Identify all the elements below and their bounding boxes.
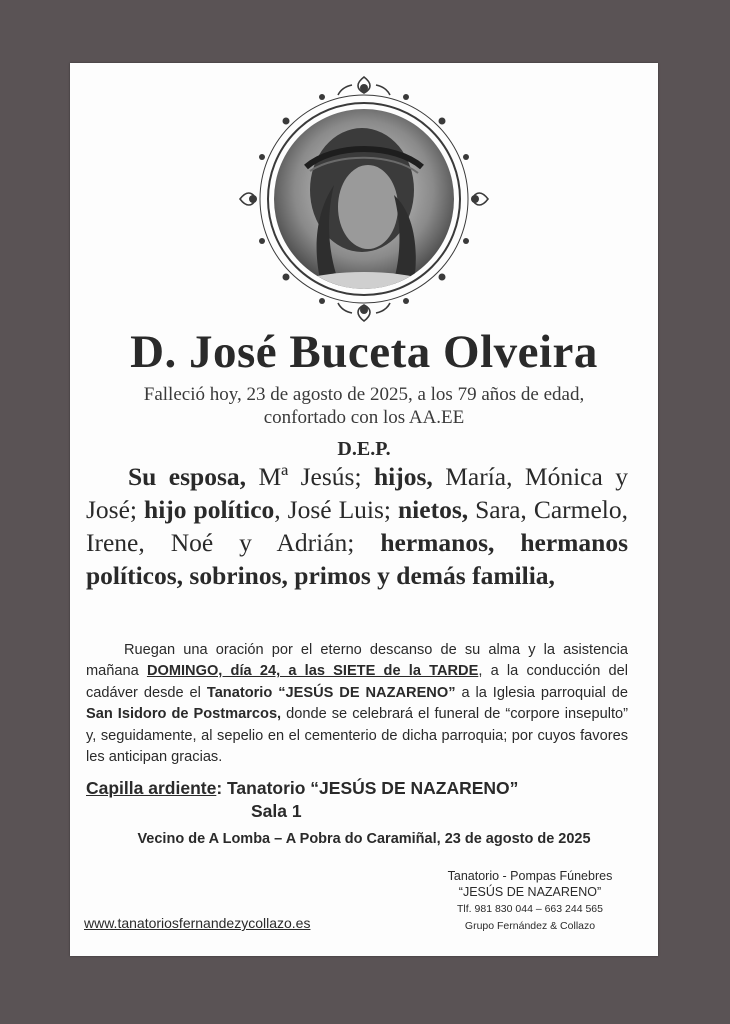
neighbor-line: Vecino de A Lomba – A Pobra do Caramiñal, 23 de agosto de 2025	[137, 831, 591, 847]
family-children-names: María, Mónica y José;	[86, 462, 629, 524]
comfort-line: confortado con los AA.EE	[263, 407, 465, 428]
request-funeral-home: Tanatorio “JESÚS DE NAZARENO”	[206, 684, 456, 701]
request-text-4: donde se celebrará el funeral de “corpore insepulto” y, seguidamente, al sepelio en el cementerio de dicha parroquia; por cuyos favores les anticipan gracias.	[86, 706, 628, 766]
request-text-1: Ruegan una oración por el eterno descanso de su alma y la asistencia mañana	[86, 642, 628, 680]
funeral-home-group: Grupo Fernández & Collazo	[464, 920, 596, 932]
funeral-home-line1: Tanatorio - Pompas Fúnebres	[447, 869, 613, 883]
christ-portrait-image	[234, 75, 494, 325]
request-paragraph	[86, 640, 628, 768]
request-text-2: , a la conducción del cadáver desde el	[86, 663, 629, 701]
family-others: hermanos, hermanos políticos, sobrinos, primos y demás familia,	[86, 528, 628, 590]
family-spouse-label: Su esposa,	[128, 462, 247, 491]
obituary-paper	[70, 63, 658, 956]
chapel-value: : Tanatorio “JESÚS DE NAZARENO”	[216, 778, 519, 798]
death-line: Falleció hoy, 23 de agosto de 2025, a los 79 años de edad,	[143, 384, 585, 405]
dep-heading: D.E.P.	[337, 438, 391, 460]
funeral-home-phone: Tlf. 981 830 044 – 663 244 565	[457, 903, 603, 915]
request-text-3: a la Iglesia parroquial de	[455, 684, 628, 701]
request-date: DOMINGO, día 24, a las SIETE de la TARDE	[146, 663, 479, 680]
portrait-frame	[234, 75, 494, 325]
family-son-in-law-label: hijo político	[144, 495, 275, 524]
chapel-room: Sala 1	[251, 801, 302, 821]
deceased-name: D. José Buceta Olveira	[130, 326, 598, 378]
family-grandchildren-names: Sara, Carmelo, Irene, Noé y Adrián;	[86, 495, 628, 557]
family-grandchildren-label: nietos,	[398, 495, 469, 524]
family-son-in-law-name: , José Luis;	[274, 495, 398, 524]
request-church: San Isidoro de Postmarcos,	[86, 706, 282, 723]
family-children-label: hijos,	[373, 462, 433, 491]
chapel-label: Capilla ardiente	[86, 778, 217, 798]
funeral-home-line2: “JESÚS DE NAZARENO”	[458, 885, 602, 899]
website-link[interactable]: www.tanatoriosfernandezycollazo.es	[84, 915, 311, 931]
chapel-line	[86, 777, 646, 799]
family-spouse-name: Mª Jesús;	[246, 462, 374, 491]
family-paragraph	[86, 460, 628, 592]
